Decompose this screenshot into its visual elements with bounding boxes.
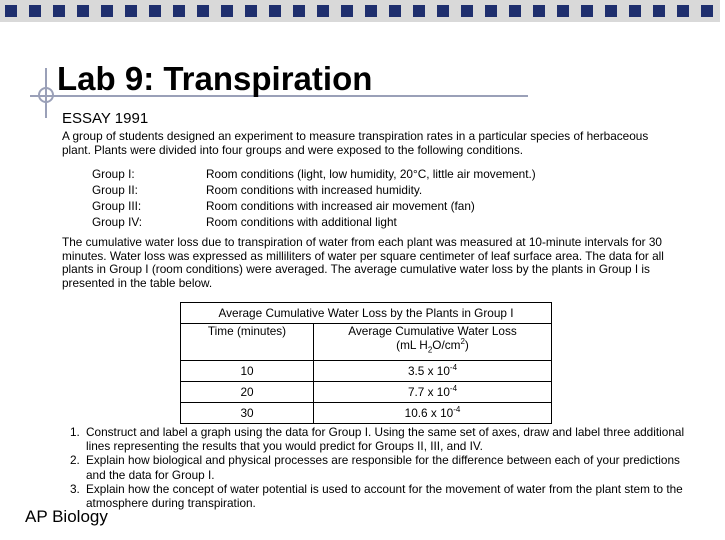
value-exponent: -4: [449, 363, 458, 373]
checker-square: [437, 5, 449, 17]
table-row: [181, 382, 552, 403]
question-item: [70, 482, 688, 510]
checker-square: [605, 5, 617, 17]
group-conditions-list: [92, 166, 536, 230]
checker-square: [485, 5, 497, 17]
group-condition: Room conditions with additional light: [206, 215, 397, 229]
intro-paragraph: A group of students designed an experiment to measure transpiration rates in a particular species of herbaceous plant. Plants were divided into four groups and were exposed to the following conditions.: [62, 129, 649, 157]
unit-part: (mL H: [396, 338, 428, 352]
water-loss-cell: [314, 382, 552, 403]
water-loss-cell: [314, 361, 552, 382]
checker-square: [125, 5, 137, 17]
water-loss-cell: [314, 403, 552, 424]
water-loss-column-header: [314, 324, 552, 361]
checker-square: [245, 5, 257, 17]
group-name: Group III:: [92, 199, 142, 213]
time-column-header: Time (minutes): [181, 324, 314, 361]
group-row: [92, 166, 536, 182]
essay-heading: ESSAY 1991: [62, 110, 149, 127]
value-mantissa: 7.7 x 10: [407, 385, 450, 399]
water-loss-unit: [314, 337, 551, 355]
checker-square: [173, 5, 185, 17]
checker-square: [221, 5, 233, 17]
group-name: Group IV:: [92, 215, 143, 229]
checker-square: [413, 5, 425, 17]
checker-square: [389, 5, 401, 17]
crosshair-circle-icon: [38, 87, 54, 103]
checker-square: [509, 5, 521, 17]
question-text: Explain how the concept of water potential is used to account for the movement of water from the plant stem to the atmosphere during transpiration.: [86, 481, 683, 511]
table-caption: Average Cumulative Water Loss by the Plants in Group I: [181, 303, 552, 324]
top-banner: [0, 0, 720, 22]
value-exponent: -4: [449, 384, 458, 394]
group-condition: Room conditions with increased air movement (fan): [206, 199, 475, 213]
checker-square: [557, 5, 569, 17]
checker-square: [461, 5, 473, 17]
water-loss-table: [180, 302, 552, 424]
value-mantissa: 10.6 x 10: [404, 406, 454, 420]
unit-superscript: 2: [460, 337, 465, 347]
unit-part: O/cm: [432, 338, 461, 352]
water-loss-header-line1: Average Cumulative Water Loss: [348, 324, 517, 338]
time-cell: 10: [181, 361, 314, 382]
table-header-row: [181, 324, 552, 361]
checker-square: [149, 5, 161, 17]
group-condition: Room conditions (light, low humidity, 20°C, little air movement.): [206, 167, 536, 181]
table-row: [181, 403, 552, 424]
question-text: Explain how biological and physical processes are responsible for the difference between each of your predictions and the data for Group I.: [86, 453, 680, 482]
unit-part: ): [464, 338, 469, 352]
question-list: [70, 425, 688, 510]
checker-square: [533, 5, 545, 17]
table-row: [181, 361, 552, 382]
group-condition: Room conditions with increased humidity.: [206, 183, 423, 197]
checker-square: [365, 5, 377, 17]
question-number: 1.: [70, 425, 80, 439]
page-title: Lab 9: Transpiration: [57, 60, 373, 97]
group-name: Group I:: [92, 167, 135, 181]
footer-label: AP Biology: [25, 507, 108, 526]
question-number: 3.: [70, 481, 80, 496]
checker-square: [29, 5, 41, 17]
checker-square: [701, 5, 713, 17]
group-row: [92, 198, 536, 214]
question-item: [70, 453, 688, 481]
checker-square: [581, 5, 593, 17]
question-item: [70, 425, 688, 453]
checker-square: [317, 5, 329, 17]
value-exponent: -4: [453, 405, 461, 415]
group-row: [92, 182, 536, 198]
checker-square: [101, 5, 113, 17]
checker-square: [293, 5, 305, 17]
checker-square: [269, 5, 281, 17]
checker-square: [5, 5, 17, 17]
time-cell: 20: [181, 382, 314, 403]
checker-pattern: [0, 5, 725, 17]
cumulative-paragraph: The cumulative water loss due to transpiration of water from each plant was measured at 10-minute intervals for 30 minutes. Water loss was expressed as milliliters of water per square centimeter of leaf surface area. The data for all plants in Group I (room conditions) were averaged. The average cumulative water loss by the plants in Group I is presented in the table below.: [62, 235, 664, 290]
checker-square: [197, 5, 209, 17]
checker-square: [341, 5, 353, 17]
checker-square: [653, 5, 665, 17]
time-cell: 30: [181, 403, 314, 424]
group-name: Group II:: [92, 183, 138, 197]
checker-square: [677, 5, 689, 17]
checker-square: [77, 5, 89, 17]
question-text: Construct and label a graph using the data for Group I. Using the same set of axes, draw and label three additional lines representing the results that you would predict for Groups II, III, and IV.: [86, 425, 685, 454]
question-number: 2.: [70, 453, 80, 468]
checker-square: [53, 5, 65, 17]
group-row: [92, 214, 536, 230]
checker-square: [629, 5, 641, 17]
value-mantissa: 3.5 x 10: [407, 364, 450, 378]
unit-subscript: 2: [427, 345, 433, 355]
